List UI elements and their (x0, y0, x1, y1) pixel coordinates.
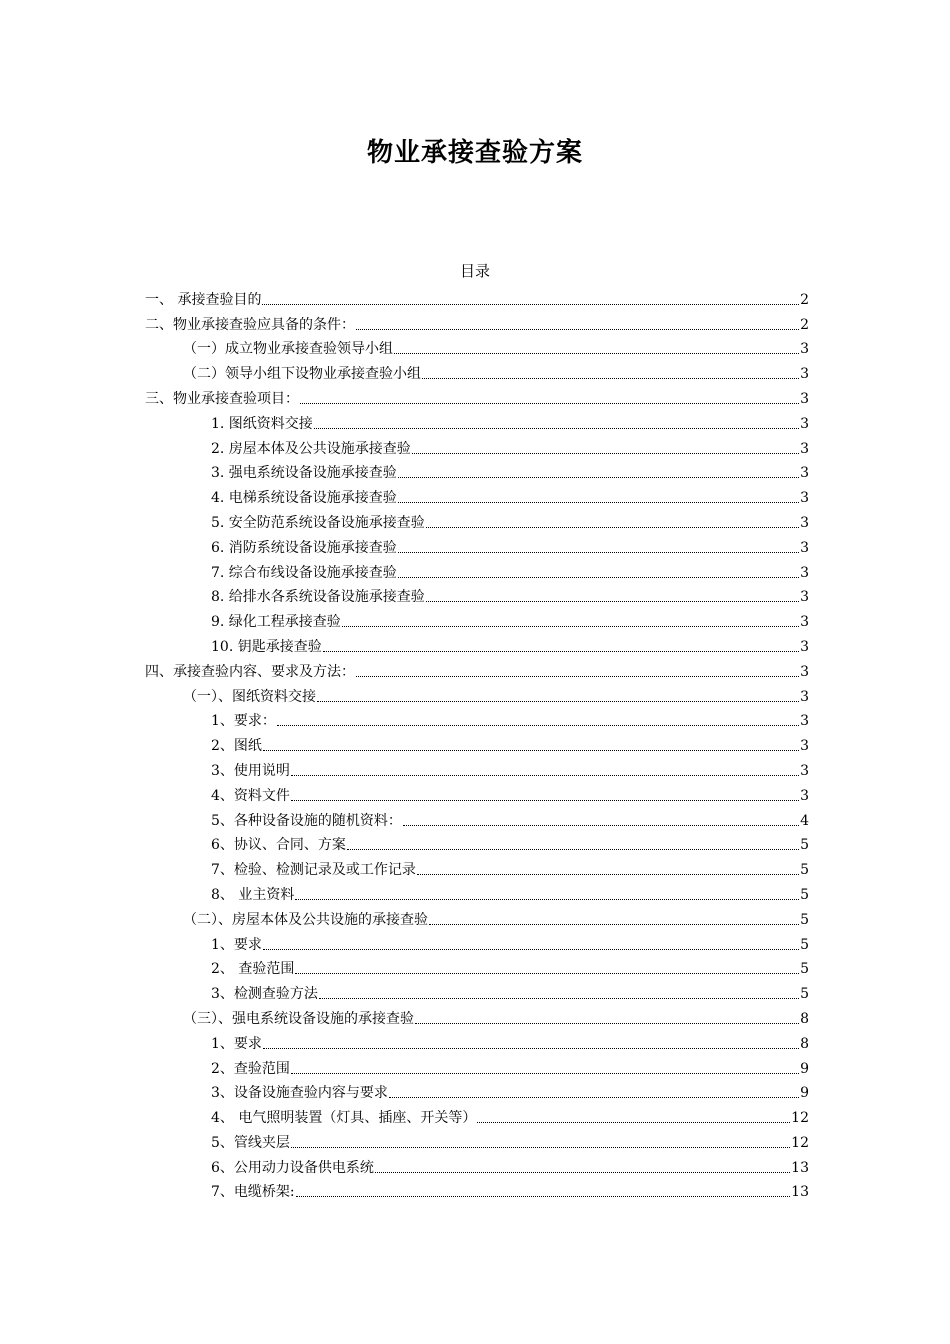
dot-leader (263, 1048, 799, 1049)
toc-entry-page-number: 5 (800, 986, 809, 1003)
toc-entry[interactable] (145, 309, 809, 334)
toc-entry-page-number: 3 (800, 465, 809, 482)
toc-entry-title: 10. 钥匙承接查验 (211, 638, 322, 655)
toc-entry-page-number: 3 (800, 713, 809, 730)
toc-entry-page-number: 2 (800, 291, 809, 308)
toc-entry-title: 4. 电梯系统设备设施承接查验 (211, 490, 397, 507)
toc-entry[interactable] (145, 631, 809, 656)
toc-entry-page-number: 4 (800, 812, 809, 829)
toc-entry[interactable] (145, 1053, 809, 1078)
toc-entry-page-number: 3 (800, 415, 809, 432)
toc-entry[interactable] (145, 1028, 809, 1053)
toc-entry[interactable] (145, 532, 809, 557)
document-title: 物业承接查验方案 (366, 138, 583, 168)
dot-leader (389, 1097, 799, 1098)
toc-entry-title: 4、 电气照明装置（灯具、插座、开关等） (211, 1110, 477, 1127)
dot-leader (398, 502, 799, 503)
dot-leader (263, 750, 799, 751)
toc-entry[interactable] (145, 1078, 809, 1103)
toc-entry-page-number: 13 (791, 1184, 809, 1201)
toc-entry-page-number: 12 (791, 1134, 809, 1151)
toc-entry[interactable] (145, 755, 809, 780)
toc-entry[interactable] (145, 1152, 809, 1177)
toc-entry[interactable] (145, 482, 809, 507)
dot-leader (398, 577, 799, 578)
dot-leader (415, 1023, 799, 1024)
toc-entry[interactable] (145, 1127, 809, 1152)
toc-entry-title: 3、设备设施查验内容与要求 (211, 1085, 388, 1102)
toc-entry-page-number: 5 (800, 886, 809, 903)
toc-entry-title: 2. 房屋本体及公共设施承接查验 (211, 440, 411, 457)
toc-entry[interactable] (145, 879, 809, 904)
toc-entry-page-number: 5 (800, 837, 809, 854)
toc-entry-title: （一）成立物业承接查验领导小组 (183, 341, 393, 358)
toc-entry-title: （二）领导小组下设物业承接查验小组 (183, 366, 421, 383)
toc-entry[interactable] (145, 954, 809, 979)
toc-entry-title: 3. 强电系统设备设施承接查验 (211, 465, 397, 482)
table-of-contents (145, 284, 809, 1201)
toc-entry-page-number: 3 (800, 738, 809, 755)
toc-entry[interactable] (145, 358, 809, 383)
toc-entry-title: 8、 业主资料 (211, 886, 295, 903)
dot-leader (263, 949, 799, 950)
toc-entry-title: 3、检测查验方法 (211, 986, 318, 1003)
dot-leader (291, 800, 799, 801)
dot-leader (291, 775, 799, 776)
toc-entry-title: 四、承接查验内容、要求及方法： (145, 663, 355, 680)
toc-entry-page-number: 3 (800, 440, 809, 457)
dot-leader (398, 477, 799, 478)
toc-entry[interactable] (145, 730, 809, 755)
toc-entry-page-number: 8 (800, 1035, 809, 1052)
toc-entry[interactable] (145, 929, 809, 954)
toc-entry[interactable] (145, 334, 809, 359)
toc-entry-title: 1、要求： (211, 713, 276, 730)
dot-leader (342, 626, 799, 627)
dot-leader (317, 701, 799, 702)
dot-leader (347, 849, 799, 850)
dot-leader (296, 1196, 791, 1197)
dot-leader (295, 899, 799, 900)
toc-entry-title: 2、查验范围 (211, 1060, 290, 1077)
toc-entry-page-number: 5 (800, 936, 809, 953)
toc-entry[interactable] (145, 656, 809, 681)
dot-leader (417, 874, 799, 875)
toc-entry-page-number: 5 (800, 862, 809, 879)
dot-leader (426, 527, 799, 528)
toc-entry-page-number: 3 (800, 614, 809, 631)
toc-entry-page-number: 3 (800, 589, 809, 606)
dot-leader (277, 725, 799, 726)
dot-leader (323, 651, 799, 652)
toc-entry[interactable] (145, 284, 809, 309)
toc-entry[interactable] (145, 904, 809, 929)
dot-leader (319, 998, 799, 999)
toc-entry-title: 7、电缆桥架: (211, 1184, 295, 1201)
toc-entry-page-number: 3 (800, 638, 809, 655)
toc-entry-page-number: 3 (800, 564, 809, 581)
toc-entry-page-number: 3 (800, 366, 809, 383)
dot-leader (291, 1147, 790, 1148)
toc-entry-page-number: 3 (800, 341, 809, 358)
toc-entry-title: 2、图纸 (211, 738, 262, 755)
toc-entry-page-number: 3 (800, 390, 809, 407)
toc-entry-page-number: 3 (800, 490, 809, 507)
toc-entry-title: 三、物业承接查验项目： (145, 390, 299, 407)
toc-entry-title: 4、资料文件 (211, 787, 290, 804)
toc-entry-title: 2、 查验范围 (211, 961, 295, 978)
toc-entry-page-number: 3 (800, 762, 809, 779)
toc-entry[interactable] (145, 854, 809, 879)
toc-entry-title: （三）、强电系统设备设施的承接查验 (183, 1010, 414, 1027)
dot-leader (426, 601, 799, 602)
dot-leader (398, 552, 799, 553)
toc-entry[interactable] (145, 830, 809, 855)
toc-entry-page-number: 3 (800, 663, 809, 680)
dot-leader (295, 973, 799, 974)
toc-entry-title: 7. 综合布线设备设施承接查验 (211, 564, 397, 581)
toc-entry-page-number: 3 (800, 514, 809, 531)
toc-entry-title: 二、物业承接查验应具备的条件： (145, 316, 355, 333)
toc-entry[interactable] (145, 681, 809, 706)
toc-entry-page-number: 9 (800, 1085, 809, 1102)
toc-entry-page-number: 3 (800, 688, 809, 705)
toc-entry[interactable] (145, 1102, 809, 1127)
toc-entry[interactable] (145, 706, 809, 731)
dot-leader (291, 1073, 799, 1074)
dot-leader (403, 825, 799, 826)
toc-entry-title: 6、公用动力设备供电系统 (211, 1159, 374, 1176)
toc-entry-page-number: 5 (800, 911, 809, 928)
toc-entry[interactable] (145, 408, 809, 433)
dot-leader (394, 353, 799, 354)
toc-entry[interactable] (145, 1177, 809, 1202)
toc-entry-title: 3、使用说明 (211, 762, 290, 779)
dot-leader (412, 453, 799, 454)
toc-entry[interactable] (145, 978, 809, 1003)
toc-entry-title: 5、管线夹层 (211, 1134, 290, 1151)
toc-entry-page-number: 3 (800, 539, 809, 556)
toc-entry[interactable] (145, 1003, 809, 1028)
toc-entry-title: 6、协议、合同、方案 (211, 837, 346, 854)
dot-leader (314, 428, 799, 429)
toc-entry-page-number: 3 (800, 787, 809, 804)
toc-entry[interactable] (145, 805, 809, 830)
dot-leader (356, 329, 799, 330)
toc-entry-page-number: 5 (800, 961, 809, 978)
dot-leader (477, 1122, 790, 1123)
toc-heading: 目录 (459, 262, 490, 280)
toc-entry-page-number: 2 (800, 316, 809, 333)
toc-entry-page-number: 9 (800, 1060, 809, 1077)
dot-leader (356, 676, 799, 677)
toc-entry[interactable] (145, 582, 809, 607)
toc-entry[interactable] (145, 458, 809, 483)
toc-entry[interactable] (145, 507, 809, 532)
toc-entry-title: 5、各种设备设施的随机资料： (211, 812, 402, 829)
toc-entry[interactable] (145, 557, 809, 582)
toc-entry-page-number: 8 (800, 1010, 809, 1027)
toc-entry-title: （一）、图纸资料交接 (183, 688, 316, 705)
toc-entry[interactable] (145, 383, 809, 408)
dot-leader (375, 1172, 790, 1173)
dot-leader (300, 403, 799, 404)
dot-leader (262, 304, 799, 305)
toc-entry-title: 8. 给排水各系统设备设施承接查验 (211, 589, 425, 606)
toc-entry-page-number: 13 (791, 1159, 809, 1176)
toc-entry[interactable] (145, 606, 809, 631)
toc-entry-title: 9. 绿化工程承接查验 (211, 614, 341, 631)
toc-entry-title: 1、要求 (211, 936, 262, 953)
toc-entry-title: 1. 图纸资料交接 (211, 415, 313, 432)
dot-leader (429, 924, 799, 925)
toc-entry-title: 5. 安全防范系统设备设施承接查验 (211, 514, 425, 531)
toc-entry-title: （二）、房屋本体及公共设施的承接查验 (183, 911, 428, 928)
toc-entry-title: 1、要求 (211, 1035, 262, 1052)
toc-entry-title: 7、检验、检测记录及或工作记录 (211, 862, 416, 879)
toc-entry-title: 6. 消防系统设备设施承接查验 (211, 539, 397, 556)
toc-entry-title: 一、 承接查验目的 (145, 291, 262, 308)
toc-entry[interactable] (145, 780, 809, 805)
dot-leader (422, 378, 799, 379)
toc-entry-page-number: 12 (791, 1110, 809, 1127)
toc-entry[interactable] (145, 433, 809, 458)
